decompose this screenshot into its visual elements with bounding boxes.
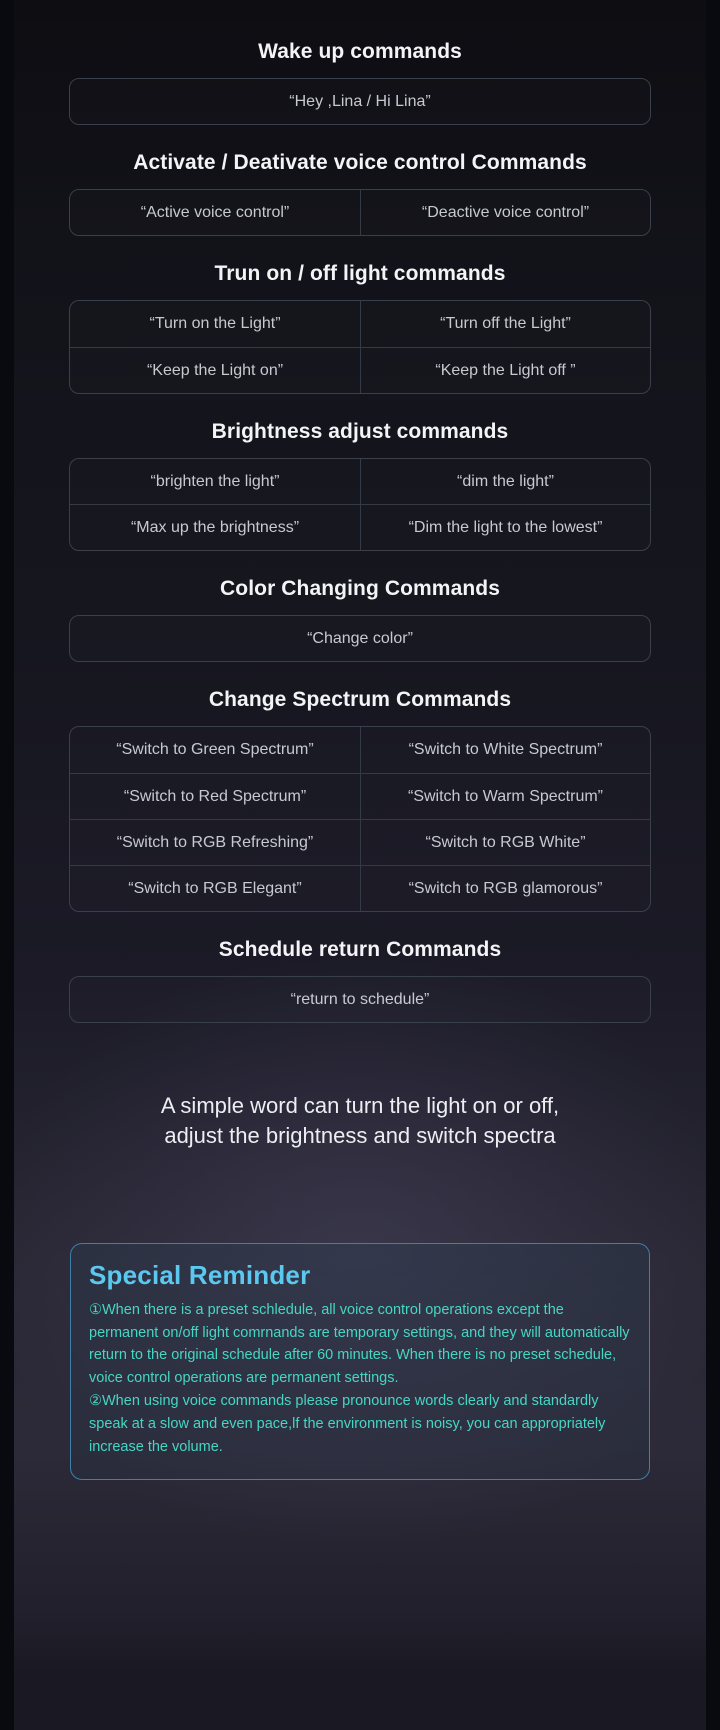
command-cell[interactable]: “Switch to RGB Elegant” — [128, 879, 302, 897]
tagline — [0, 1023, 720, 1150]
section-title: Activate / Deativate voice control Commands — [133, 151, 587, 175]
table-row — [70, 616, 650, 661]
tagline-line-1: A simple word can turn the light on or off, — [160, 1093, 560, 1119]
table-row — [70, 301, 650, 346]
command-table — [69, 976, 651, 1023]
command-cell[interactable]: “Max up the brightness” — [130, 518, 300, 536]
command-cell[interactable]: “dim the light” — [360, 459, 650, 504]
section-change-spectrum — [0, 662, 720, 912]
section-wake-up — [0, 0, 720, 125]
command-cell[interactable]: “Turn off the Light” — [360, 301, 650, 346]
table-row — [70, 977, 650, 1022]
command-table — [69, 726, 651, 912]
command-cell[interactable]: “return to schedule” — [290, 991, 430, 1009]
command-cell[interactable]: “Switch to White Spectrum” — [360, 727, 650, 772]
section-title: Schedule return Commands — [218, 938, 502, 962]
command-cell[interactable]: “Hey ,Lina / Hi Lina” — [289, 93, 431, 110]
command-table — [69, 458, 651, 551]
command-cell[interactable]: “Switch to RGB White” — [360, 820, 650, 865]
command-cell[interactable]: “Deactive voice control” — [360, 190, 650, 235]
command-table — [69, 189, 651, 236]
section-title: Color Changing Commands — [220, 577, 500, 601]
command-cell[interactable]: “Keep the Light on” — [146, 361, 284, 379]
table-row — [70, 865, 650, 911]
command-cell[interactable]: “Active voice control” — [140, 204, 290, 222]
command-cell[interactable]: “Switch to Green Spectrum” — [116, 741, 314, 759]
section-activate-deactivate — [0, 125, 720, 236]
section-turn-on-off-light — [0, 236, 720, 393]
reminder-paragraph-1: ①When there is a preset schledule, all voice control operations except the permanent on/off light comrnands are temporary settings, and they will automatically return to the original schedule after 60 minutes. When there is no preset schedule, voice control operations are permanent settings. — [89, 1301, 630, 1387]
table-row — [70, 190, 650, 235]
table-row — [70, 773, 650, 819]
command-cell[interactable]: “Turn on the Light” — [149, 315, 281, 333]
section-title: Trun on / off light commands — [214, 262, 506, 286]
section-title: Brightness adjust commands — [211, 419, 509, 443]
section-schedule-return — [0, 912, 720, 1023]
table-row — [70, 347, 650, 393]
table-row — [70, 459, 650, 504]
table-row — [70, 727, 650, 772]
command-cell[interactable]: “Switch to Warm Spectrum” — [360, 774, 650, 819]
section-title: Wake up commands — [258, 40, 462, 63]
command-table — [69, 300, 651, 393]
command-cell[interactable]: “Switch to Red Spectrum” — [123, 787, 307, 805]
section-color-changing — [0, 551, 720, 662]
command-cell[interactable]: “Dim the light to the lowest” — [360, 505, 650, 550]
table-row — [70, 504, 650, 550]
command-table — [69, 78, 651, 125]
table-row — [70, 79, 650, 124]
command-cell[interactable]: “Switch to RGB glamorous” — [360, 866, 650, 911]
command-cell[interactable]: “brighten the light” — [150, 472, 280, 490]
command-cell[interactable]: “Keep the Light off ” — [360, 348, 650, 393]
table-row — [70, 819, 650, 865]
command-cell[interactable]: “Switch to RGB Refreshing” — [116, 833, 314, 851]
reminder-wrapper — [0, 1151, 720, 1730]
command-table — [69, 615, 651, 662]
section-title: Change Spectrum Commands — [208, 688, 512, 712]
section-brightness-adjust — [0, 394, 720, 551]
reminder-title: Special Reminder — [89, 1259, 311, 1290]
reminder-body — [89, 1299, 631, 1459]
reminder-paragraph-2: ②When using voice commands please pronounce words clearly and standardly speak at a slow and even pace,lf the environment is noisy, you can appropriately increase the volume. — [89, 1393, 606, 1456]
command-cell[interactable]: “Change color” — [307, 630, 413, 648]
tagline-line-2: adjust the brightness and switch spectra — [164, 1122, 556, 1148]
special-reminder-box — [70, 1243, 650, 1480]
